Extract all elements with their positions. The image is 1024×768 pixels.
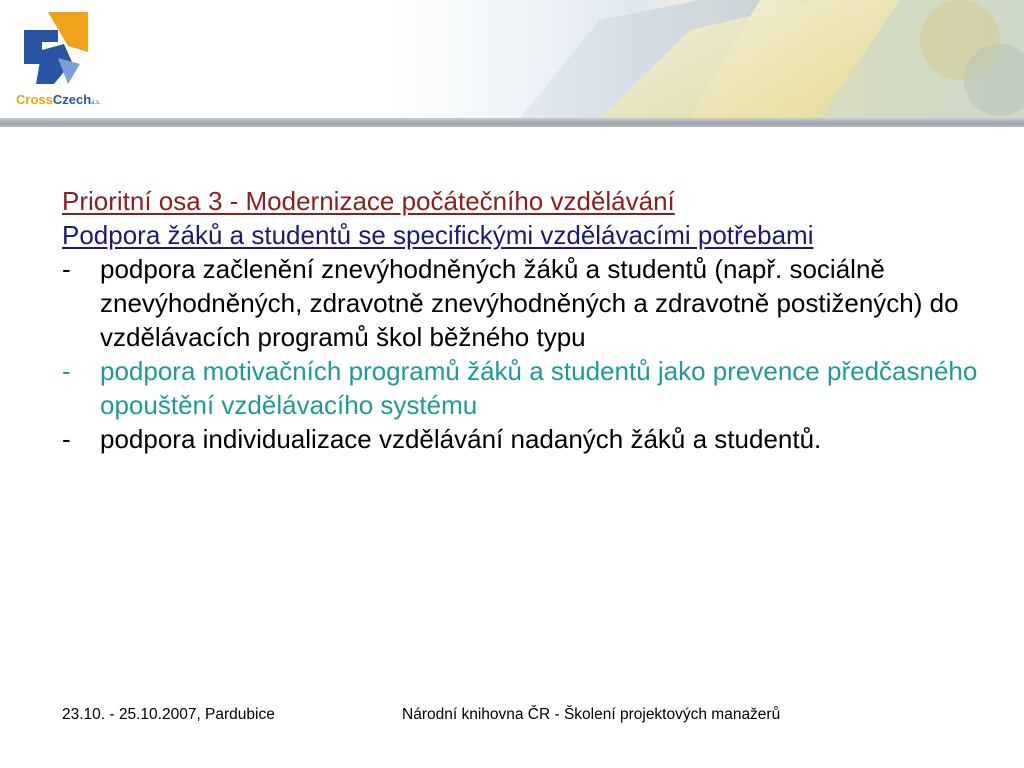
- slide-subheading-wrap: [62, 218, 982, 252]
- bullet-text: podpora začlenění znevýhodněných žáků a studentů (např. sociálně znevýhodněných, zdravotně znevýhodněných a zdravotně postižených) do vzdělávacích programů škol běžného typu: [100, 254, 959, 352]
- logo-wordmark: [16, 92, 101, 107]
- slide-subheading: Podpora žáků a studentů se specifickými vzdělávacími potřebami: [62, 220, 814, 250]
- footer-date-place: 23.10. - 25.10.2007, Pardubice: [62, 706, 275, 723]
- slide-header-banner: [0, 0, 1024, 118]
- bullet-text: podpora motivačních programů žáků a studentů jako prevence předčasného opouštění vzdělávacího systému: [100, 356, 978, 420]
- header-decoration: [0, 0, 1024, 118]
- bullet-marker: -: [62, 424, 71, 454]
- bullet-item-3: [62, 422, 982, 456]
- footer-event: Národní knihovna ČR - Školení projektových manažerů: [402, 706, 781, 723]
- slide-heading: Prioritní osa 3 - Modernizace počátečního vzdělávání: [62, 186, 675, 216]
- header-divider: [0, 118, 1024, 127]
- bullet-item-1: [62, 252, 982, 354]
- bullet-marker: -: [62, 356, 71, 386]
- bullet-marker: -: [62, 254, 71, 284]
- crossczech-logo: [6, 6, 126, 112]
- bullet-text: podpora individualizace vzdělávání nadaných žáků a studentů.: [100, 424, 822, 454]
- logo-word-cross: Cross: [16, 92, 53, 107]
- logo-word-suffix: a.s.: [91, 100, 101, 106]
- logo-word-czech: Czech: [52, 92, 92, 107]
- slide-body: [62, 184, 982, 456]
- bullet-item-2: [62, 354, 982, 422]
